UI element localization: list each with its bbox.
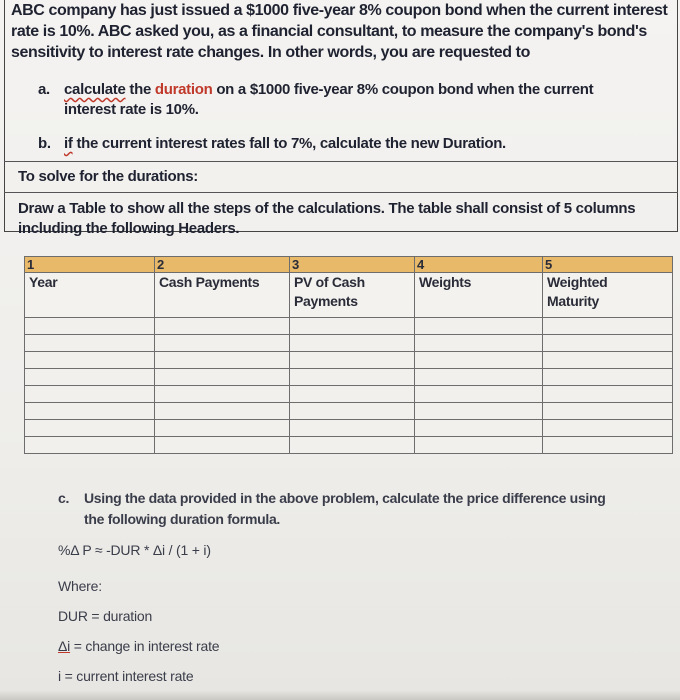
item-a-line-2: interest rate is 10%. [64, 101, 199, 118]
table-instructions-line-2: including the following Headers. [18, 220, 240, 237]
col-number-1: 1 [25, 257, 155, 273]
table-row [25, 352, 673, 369]
col-number-5: 5 [543, 257, 673, 273]
item-b-rest: the current interest rates fall to 7%, calculate the new Duration. [72, 135, 506, 152]
table-row [25, 403, 673, 420]
table-header-row [25, 273, 673, 318]
table-instructions-line-1: Draw a Table to show all the steps of the calculations. The table shall consist of 5 columns [18, 200, 636, 217]
item-c-line-2: the following duration formula. [84, 511, 281, 527]
table-row [25, 335, 673, 352]
table-row [25, 437, 673, 454]
item-b-if: if [64, 135, 73, 152]
item-a-duration: duration [154, 81, 213, 98]
divider-2 [4, 192, 678, 193]
table-row [25, 420, 673, 437]
item-a-the: the [125, 81, 155, 98]
header-weights: Weights [415, 273, 543, 318]
page-bottom-shadow [0, 690, 680, 700]
table-row [25, 386, 673, 403]
item-c-mark: c. [58, 490, 70, 506]
item-a [38, 80, 593, 100]
i-definition: i = current interest rate [58, 668, 194, 684]
intro-paragraph [11, 0, 679, 63]
item-b [38, 134, 506, 154]
header-cash-payments: Cash Payments [155, 273, 290, 318]
divider-1 [4, 161, 678, 162]
delta-i-symbol: Δi [58, 638, 71, 654]
header-weighted-maturity: Weighted Maturity [543, 273, 673, 318]
header-pv-cash-payments: PV of Cash Payments [290, 273, 415, 318]
where-label: Where: [58, 578, 102, 594]
col-number-3: 3 [290, 257, 415, 273]
item-a-mark: a. [38, 81, 50, 98]
solve-heading: To solve for the durations: [18, 168, 198, 185]
duration-table [24, 256, 673, 454]
intro-line-1: ABC company has just issued a $1000 five-year 8% coupon bond when the current interest [11, 2, 668, 19]
table-number-row [25, 257, 673, 273]
item-b-mark: b. [38, 135, 51, 152]
col-number-4: 4 [415, 257, 543, 273]
duration-formula: %Δ P ≈ -DUR * Δi / (1 + i) [58, 542, 211, 558]
intro-line-3: sensitivity to interest rate changes. In other words, you are requested to [11, 44, 530, 61]
delta-i-definition: Δi = change in interest rate [58, 638, 220, 654]
i-symbol: i [58, 668, 61, 684]
dur-definition: DUR = duration [58, 608, 153, 624]
table-row [25, 369, 673, 386]
item-a-calculate: calculate [64, 81, 126, 98]
intro-line-2: rate is 10%. ABC asked you, as a financial consultant, to measure the company's bond's [11, 23, 647, 40]
header-year: Year [25, 273, 155, 318]
item-a-rest: on a $1000 five-year 8% coupon bond when the current [212, 81, 594, 98]
table-row [25, 318, 673, 335]
item-c-line-1: Using the data provided in the above problem, calculate the price difference using [84, 490, 606, 506]
col-number-2: 2 [155, 257, 290, 273]
